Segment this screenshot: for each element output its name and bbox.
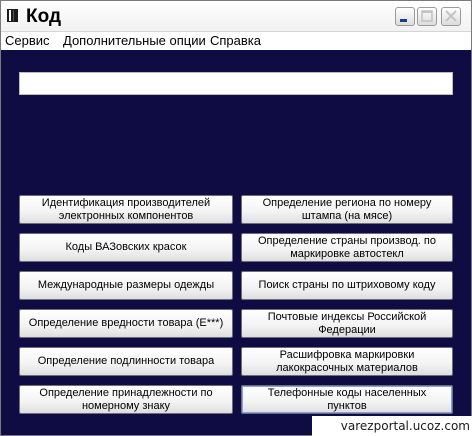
button-clothing-sizes[interactable]: Международные размеры одежды	[19, 271, 233, 300]
button-paint-marking[interactable]: Расшифровка маркировки лакокрасочных материалов	[241, 347, 453, 376]
button-barcode-country[interactable]: Поиск страны по штриховому коду	[241, 271, 453, 300]
button-product-authenticity[interactable]: Определение подлинности товара	[19, 347, 233, 376]
menu-service[interactable]: Сервис	[5, 33, 50, 48]
close-icon	[442, 8, 460, 25]
button-auto-glass-country[interactable]: Определение страны производ. по маркировке автостекл	[241, 233, 453, 262]
button-license-plate[interactable]: Определение принадлежности по номерному знаку	[19, 385, 233, 414]
button-vaz-paint-codes[interactable]: Коды ВАЗовских красок	[19, 233, 233, 262]
window-title: Код	[26, 6, 62, 27]
button-phone-codes[interactable]: Телефонные коды населенных пунктов	[241, 385, 453, 414]
button-product-harmfulness[interactable]: Определение вредности товара (Е***)	[19, 309, 233, 338]
button-postal-codes[interactable]: Почтовые индексы Российской Федерации	[241, 309, 453, 338]
watermark-text: varezportal.ucoz.com	[312, 416, 472, 436]
maximize-button[interactable]	[417, 7, 437, 26]
button-meat-stamp-region[interactable]: Определение региона по номеру штампа (на мясе)	[241, 195, 453, 224]
minimize-button[interactable]	[395, 7, 415, 26]
book-icon	[6, 8, 19, 23]
minimize-icon	[396, 8, 414, 25]
maximize-icon	[418, 8, 436, 25]
title-bar[interactable]	[1, 1, 471, 32]
menu-bar	[1, 32, 471, 50]
menu-help[interactable]: Справка	[210, 33, 261, 48]
button-electronic-components[interactable]: Идентификация производителей электронных компонентов	[19, 195, 233, 224]
code-display-field[interactable]	[19, 72, 453, 95]
close-button[interactable]	[441, 7, 461, 26]
menu-additional-options[interactable]: Дополнительные опции	[63, 33, 206, 48]
